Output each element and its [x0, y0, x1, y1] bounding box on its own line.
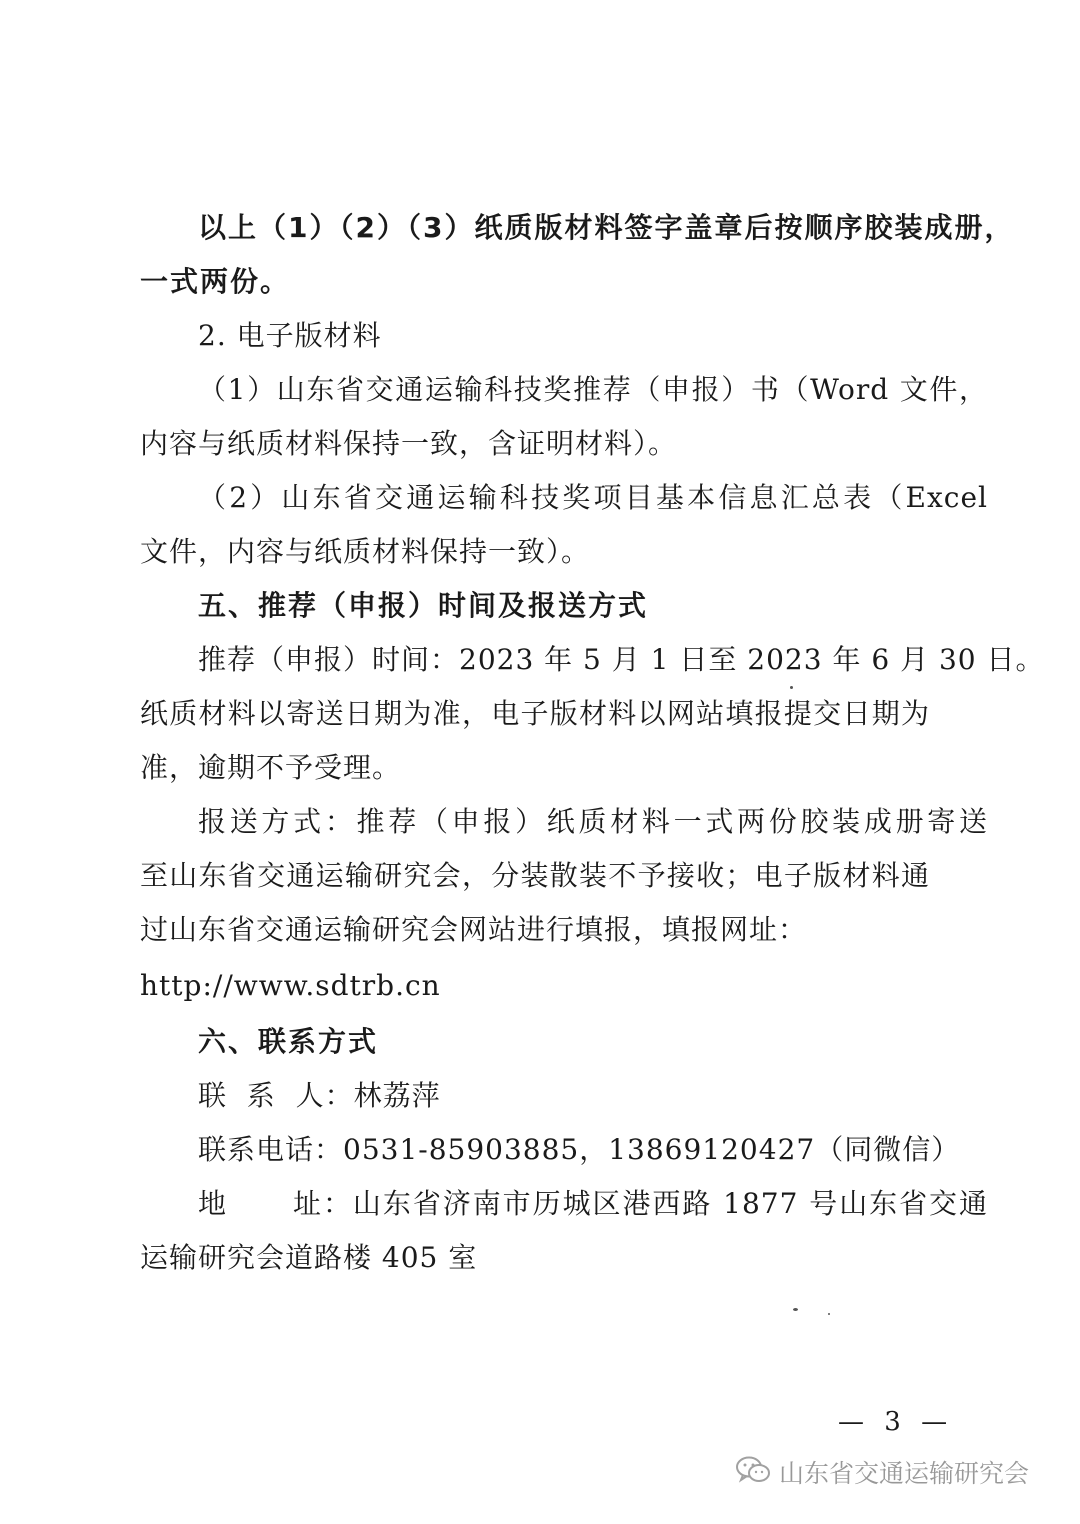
heading-electronic-materials: 2. 电子版材料 [198, 319, 382, 352]
section-heading-6: 六、联系方式 [198, 1025, 379, 1058]
paragraph-submission-time-cont2: 准，逾期不予受理。 [140, 751, 402, 784]
paragraph-binding-instructions-cont: 一式两份。 [140, 265, 291, 298]
watermark [735, 1452, 1029, 1492]
contact-phone: 联系电话：0531-85903885，13869120427（同微信） [198, 1133, 961, 1166]
scan-speck [793, 1308, 798, 1311]
wechat-icon [735, 1455, 771, 1489]
scan-speck [790, 686, 793, 689]
website-url: http://www.sdtrb.cn [140, 969, 441, 1002]
list-item-word-file: （1）山东省交通运输科技奖推荐（申报）书（Word 文件， [198, 373, 988, 406]
contact-address: 地 址：山东省济南市历城区港西路 1877 号山东省交通 [198, 1187, 988, 1220]
list-item-excel-file-cont: 文件，内容与纸质材料保持一致）。 [140, 535, 591, 568]
list-item-word-file-cont: 内容与纸质材料保持一致，含证明材料）。 [140, 427, 678, 460]
contact-person: 联 系 人：林荔萍 [198, 1079, 441, 1112]
list-item-excel-file: （2）山东省交通运输科技奖项目基本信息汇总表（Excel [198, 481, 988, 514]
section-heading-5: 五、推荐（申报）时间及报送方式 [198, 589, 649, 622]
paragraph-submission-method-cont2: 过山东省交通运输研究会网站进行填报，填报网址： [140, 913, 808, 946]
paragraph-submission-time: 推荐（申报）时间：2023 年 5 月 1 日至 2023 年 6 月 30 日。 [198, 643, 1045, 676]
scan-speck [828, 1313, 830, 1315]
paragraph-submission-time-cont: 纸质材料以寄送日期为准，电子版材料以网站填报提交日期为 [140, 697, 930, 730]
page-number: — 3 — [838, 1407, 954, 1437]
contact-address-cont: 运输研究会道路楼 405 室 [140, 1241, 478, 1274]
watermark-text: 山东省交通运输研究会 [779, 1459, 1030, 1488]
paragraph-binding-instructions: 以上（1）（2）（3）纸质版材料签字盖章后按顺序胶装成册， [198, 211, 1015, 244]
paragraph-submission-method-cont: 至山东省交通运输研究会，分装散装不予接收；电子版材料通 [140, 859, 930, 892]
paragraph-submission-method: 报送方式：推荐（申报）纸质材料一式两份胶装成册寄送 [198, 805, 988, 838]
